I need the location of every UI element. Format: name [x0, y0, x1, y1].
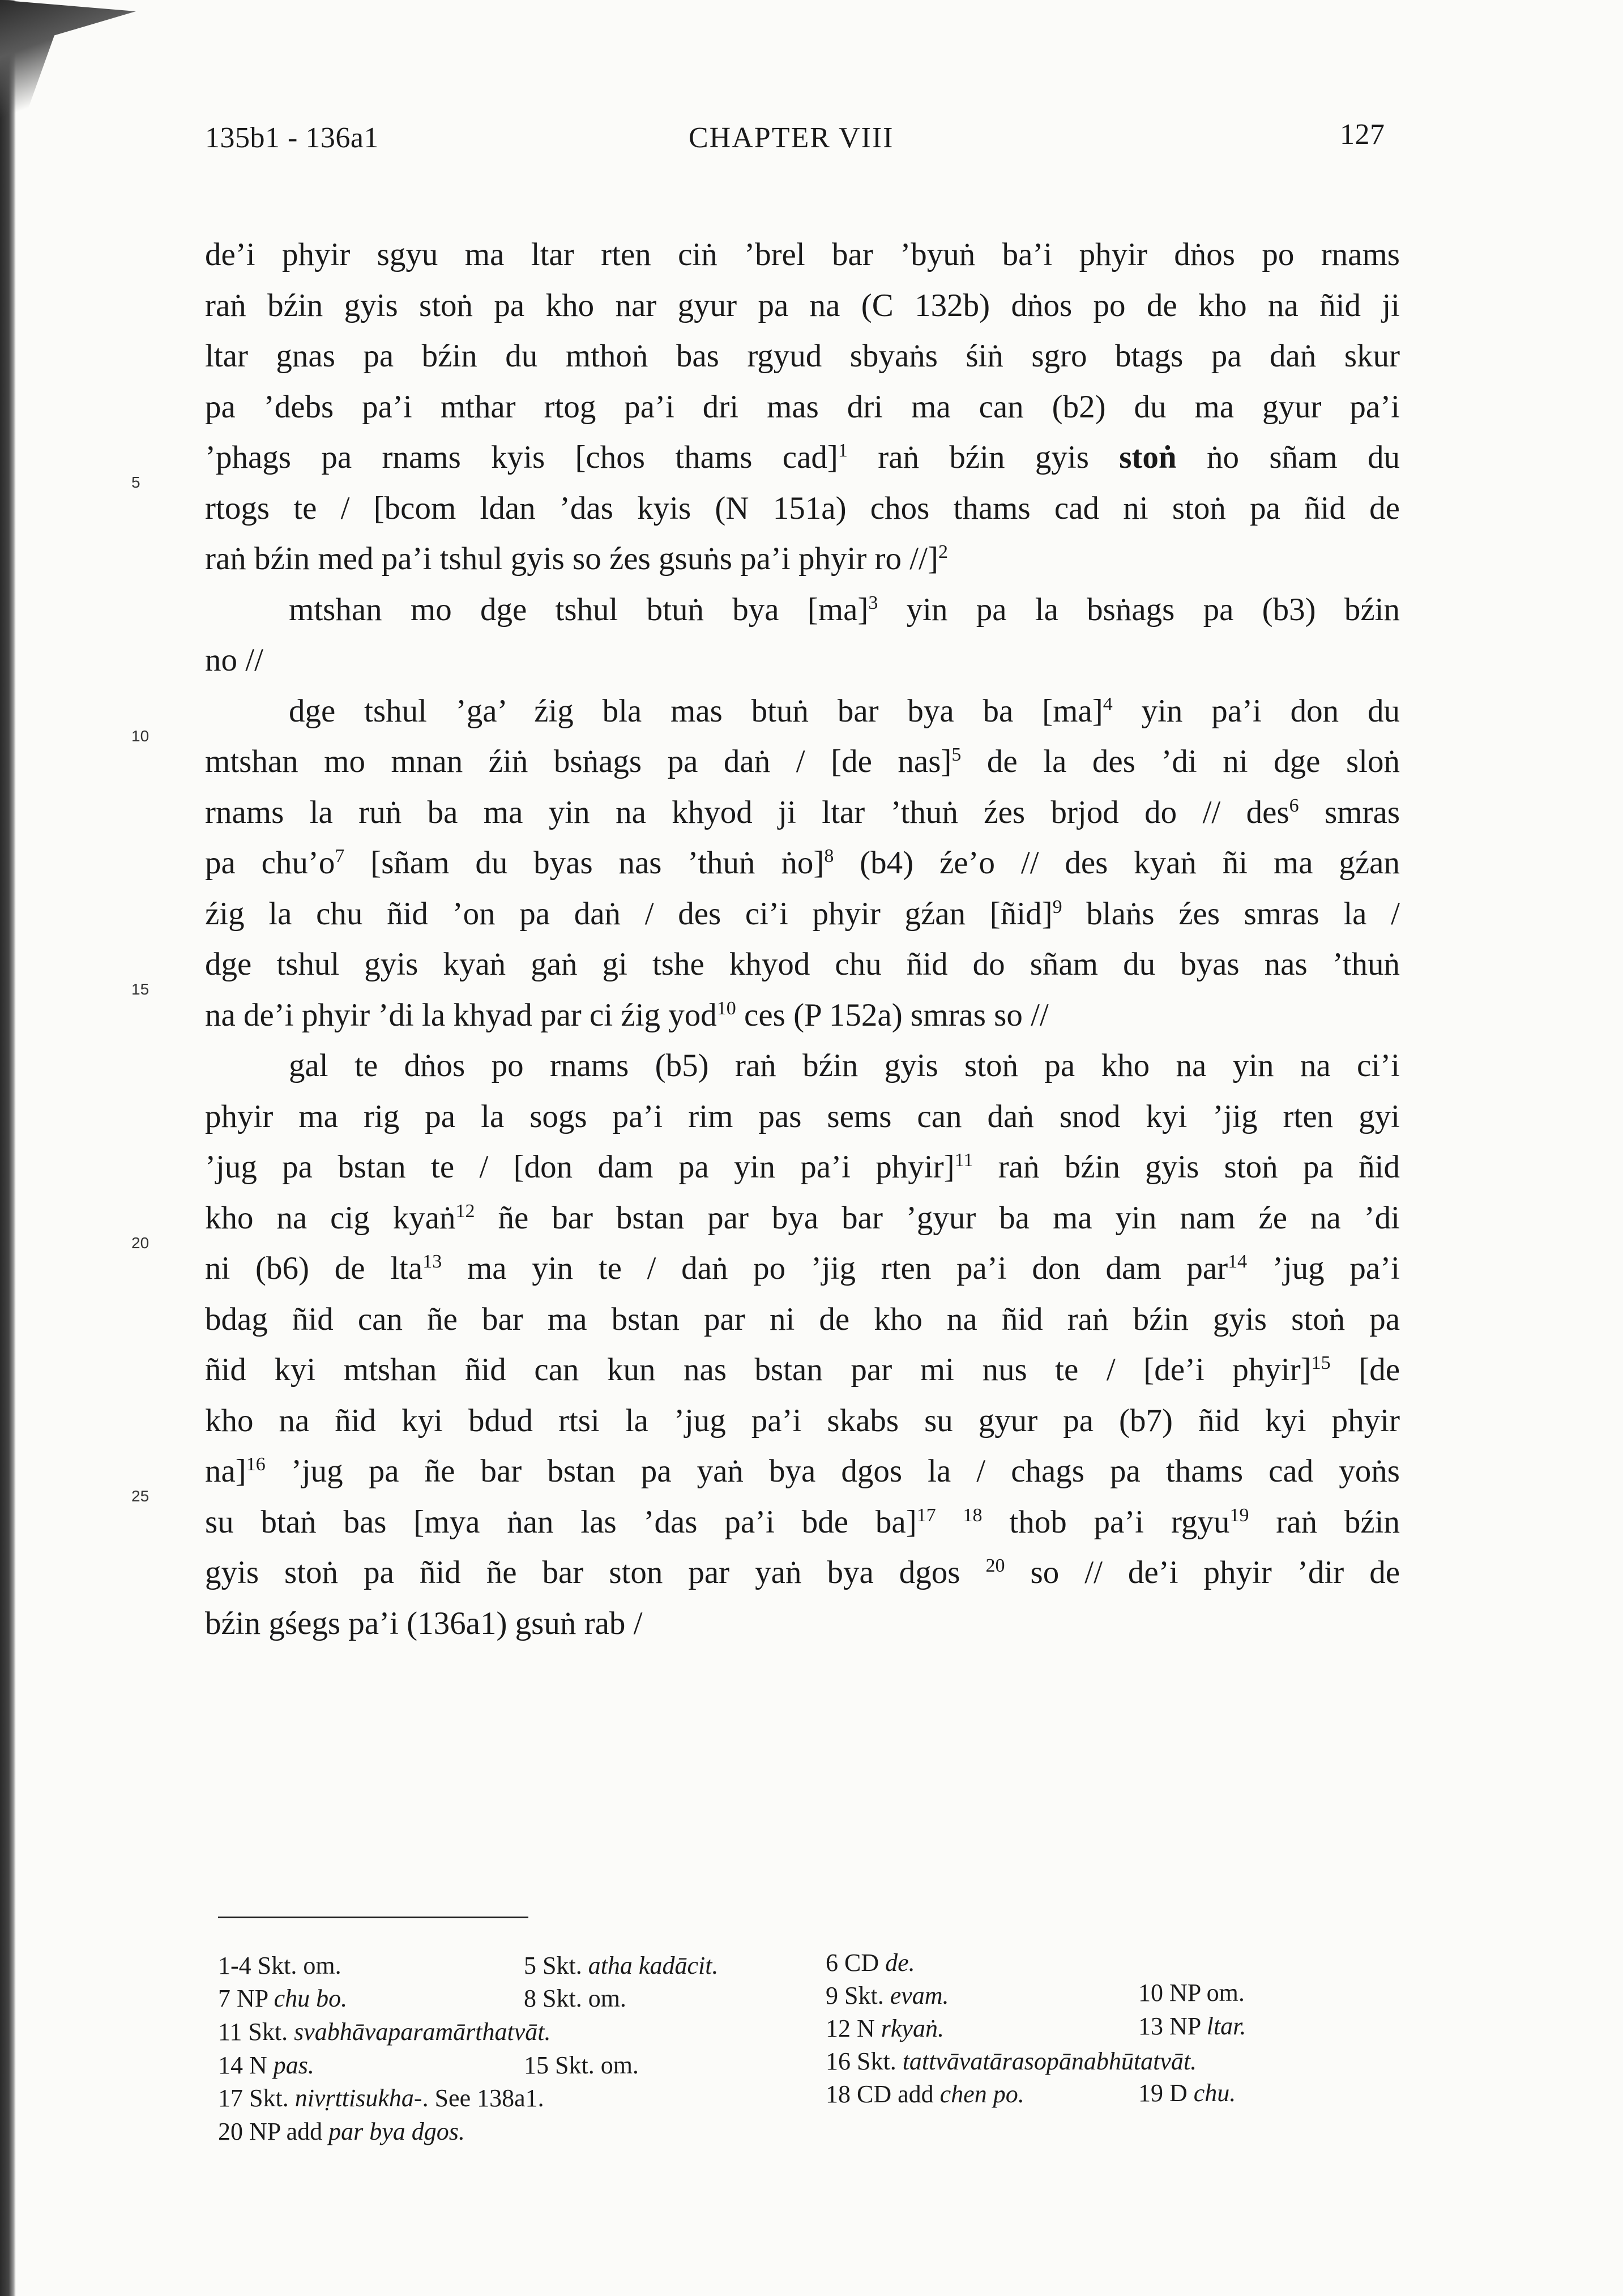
footnote: 9 Skt. evam.	[826, 1982, 949, 2009]
text-line: ’jug pa bstan te / [don dam pa yin pa’i phyir]$^{11}$ raṅ bźin gyis stoṅ pa ñid	[205, 1149, 1400, 1185]
footnote: 8 Skt. om.	[524, 1985, 626, 2012]
footnote-ref: 16	[246, 1454, 266, 1475]
footnote-ref: 10	[716, 997, 736, 1019]
footnote: 12 N rkyaṅ.	[826, 2015, 944, 2042]
footnote-ref: 1	[838, 440, 848, 461]
footnote-ref: 19	[1229, 1504, 1249, 1526]
text-line: kho na cig kyaṅ$^{12}$ ñe bar bstan par bya bar ’gyur ba ma yin nam źe na ’di	[205, 1200, 1400, 1236]
text-line: phyir ma rig pa la sogs pa’i rim pas sems can daṅ snod kyi ’jig rten gyi	[205, 1098, 1400, 1134]
chapter-title: CHAPTER VIII	[689, 122, 894, 154]
footnote-ref: 14	[1228, 1251, 1248, 1272]
footnote-ref: 9	[1052, 896, 1062, 917]
footnote-ref: 7	[335, 846, 345, 867]
line-number: 10	[131, 727, 150, 745]
text-line: gal te dṅos po rnams (b5) raṅ bźin gyis stoṅ pa kho na yin na ci’i	[289, 1048, 1400, 1083]
footnote: 11 Skt. svabhāvaparamārthatvāt.	[218, 2018, 551, 2046]
text-line: rnams la ruṅ ba ma yin na khyod ji ltar ’thuṅ źes brjod do // des$^6$ smras	[205, 794, 1400, 830]
footnote-ref: 15	[1311, 1352, 1331, 1373]
text-line: ni (b6) de lta$^{13}$ ma yin te / daṅ po ’jig rten pa’i don dam par$^{14}$ ’jug pa’i	[205, 1251, 1400, 1286]
footnote-ref: 17	[916, 1504, 936, 1526]
text-line: na de’i phyir ’di la khyad par ci źig yod$^{10}$ ces (P 152a) smras so //	[205, 997, 1049, 1033]
footnote-ref: 13	[422, 1251, 442, 1272]
footnote: 16 Skt. tattvāvatārasopānabhūtatvāt.	[826, 2047, 1197, 2075]
footnote: 6 CD de.	[826, 1949, 915, 1977]
footnote-ref: 11	[954, 1150, 973, 1171]
footnote: 14 N pas.	[218, 2051, 314, 2079]
footnote-ref: 12	[455, 1200, 475, 1222]
footnote: 15 Skt. om.	[524, 2051, 639, 2079]
footnote: 5 Skt. atha kadācit.	[524, 1952, 719, 1979]
footnote-ref: 4	[1103, 693, 1113, 715]
text-line: na]$^{16}$ ’jug pa ñe bar bstan pa yaṅ bya dgos la / chags pa thams cad yoṅs	[205, 1453, 1400, 1489]
footnote: 10 NP om.	[1138, 1979, 1245, 2007]
text-line: ’phags pa rnams kyis [chos thams cad]$^1$ raṅ bźin gyis stoṅ ṅo sñam du	[205, 439, 1400, 475]
footnote-ref: 20	[985, 1555, 1005, 1576]
footnote: 1-4 Skt. om.	[218, 1952, 341, 1979]
page-corner-shadow	[0, 0, 136, 142]
text-line: dge tshul gyis kyaṅ gaṅ gi tshe khyod chu ñid do sñam du byas nas ’thuṅ	[205, 946, 1400, 982]
line-number: 20	[131, 1234, 150, 1252]
text-line: ñid kyi mtshan ñid can kun nas bstan par mi nus te / [de’i phyir]$^{15}$ [de	[205, 1352, 1400, 1388]
footnote-separator	[218, 1917, 528, 1918]
text-line: ltar gnas pa bźin du mthoṅ bas rgyud sbyaṅs śiṅ sgro btags pa daṅ skur	[205, 338, 1400, 374]
emphasized-word: stoṅ	[1119, 439, 1177, 475]
text-line: pa ’debs pa’i mthar rtog pa’i dri mas dri ma can (b2) du ma gyur pa’i	[205, 389, 1400, 425]
text-line: raṅ bźin gyis stoṅ pa kho nar gyur pa na (C 132b) dṅos po de kho na ñid ji	[205, 287, 1400, 323]
footnote: 7 NP chu bo.	[218, 1985, 348, 2012]
page-number: 127	[1340, 118, 1385, 151]
text-line: bźin gśegs pa’i (136a1) gsuṅ rab /	[205, 1605, 643, 1641]
text-line: su btaṅ bas [mya ṅan las ’das pa’i bde ba]$^{17}$ $^{18}$ thob pa’i rgyu$^{19}$ raṅ bźin	[205, 1504, 1400, 1540]
footnote: 18 CD add chen po.	[826, 2080, 1024, 2108]
footnote-ref: 18	[963, 1504, 983, 1526]
footnote-ref: 2	[938, 541, 948, 562]
text-line: źig la chu ñid ’on pa daṅ / des ci’i phyir gźan [ñid]$^9$ blaṅs źes smras la /	[205, 895, 1400, 932]
book-binding-shadow	[0, 0, 16, 2296]
text-line: pa $chu’o^7$ [sñam du byas nas ’thuṅ ṅo]$^8$ (b4) źe’o // des kyaṅ ñi ma gźan	[205, 845, 1400, 881]
footnote: 19 D chu.	[1138, 2079, 1236, 2107]
footnote: 17 Skt. nivṛttisukha-. See 138a1.	[218, 2084, 544, 2112]
text-line: bdag ñid can ñe bar ma bstan par ni de kho na ñid raṅ bźin gyis stoṅ pa	[205, 1301, 1400, 1337]
text-line: gyis stoṅ pa ñid ñe bar ston par yaṅ bya dgos $^{20}$ so // de’i phyir ’dir de	[205, 1555, 1400, 1590]
text-line: mtshan mo dge tshul btuṅ bya [ma]$^3$ yin pa la bsṅags pa (b3) bźin	[289, 591, 1400, 628]
text-line: mtshan mo mnan źiṅ bsṅags pa daṅ / [de nas]$^5$ de la des ’di ni dge sloṅ	[205, 744, 1400, 779]
text-line: no //	[205, 642, 263, 678]
text-line: dge tshul ’ga’ źig bla mas btuṅ bar bya ba [ma]$^4$ yin pa’i don du	[289, 693, 1400, 729]
line-number: 25	[131, 1487, 150, 1505]
footnote-ref: 8	[824, 846, 834, 867]
text-line: kho na ñid kyi bdud rtsi la ’jug pa’i skabs su gyur pa (b7) ñid kyi phyir	[205, 1402, 1400, 1439]
line-number: 15	[131, 980, 150, 998]
footnote-ref: 3	[868, 592, 878, 613]
main-text	[205, 229, 1400, 1649]
text-line: raṅ bźin med pa’i tshul gyis so źes gsuṅs pa’i phyir ro //]$^2$	[205, 541, 948, 577]
folio-reference: 135b1 - 136a1	[205, 122, 379, 154]
text-line: de’i phyir sgyu ma ltar rten ciṅ ’brel bar ’byuṅ ba’i phyir dṅos po rnams	[205, 237, 1400, 272]
footnote-ref: 6	[1289, 795, 1299, 816]
footnote-ref: 5	[951, 744, 962, 765]
line-number: 5	[131, 473, 140, 491]
footnote: 20 NP add par bya dgos.	[218, 2118, 465, 2145]
footnote: 13 NP ltar.	[1138, 2012, 1246, 2040]
text-line: rtogs te / [bcom ldan ’das kyis (N 151a) chos thams cad ni stoṅ pa ñid de	[205, 490, 1400, 526]
